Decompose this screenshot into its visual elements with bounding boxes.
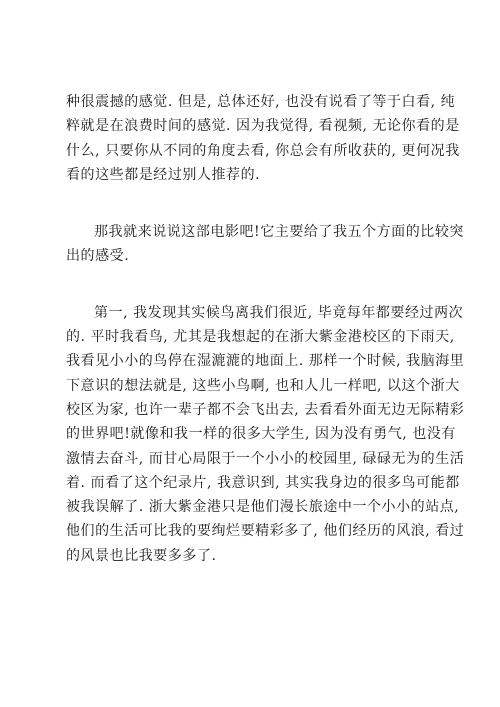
text-line: 种很震撼的感觉. 但是, 总体还好, 也没有说看了等于白看, 纯: [66, 94, 456, 110]
text-line: 粹就是在浪费时间的感觉. 因为我觉得, 看视频, 无论你看的是: [66, 118, 460, 135]
paragraph-spacer: [66, 269, 438, 301]
text-line: 被我误解了. 浙大紫金港只是他们漫长旅途中一个小小的站点,: [66, 499, 460, 516]
text-line: 的风景也比我要多多了.: [66, 547, 217, 564]
text-line: 校区为家, 也许一辈子都不会飞出去, 去看看外面无边无际精彩: [66, 401, 465, 418]
text-line: 我看见小小的鸟停在湿漉漉的地面上. 那样一个时候, 我脑海里: [66, 353, 465, 370]
text-line: 什么, 只要你从不同的角度去看, 你总会有所收获的, 更何况我: [66, 142, 460, 159]
text-line: 激情去奋斗, 而甘心局限于一个小小的校园里, 碌碌无为的生活: [66, 450, 465, 467]
text-line: 那我就来说说这部电影吧!它主要给了我五个方面的比较突: [94, 224, 464, 241]
text-line: 看的这些都是经过别人推荐的.: [66, 166, 261, 183]
document-page: [66, 90, 465, 568]
paragraph-spacer: [66, 187, 438, 220]
paragraph-2: [66, 220, 464, 269]
text-line: 第一, 我发现其实候鸟离我们很近, 毕竟每年都要经过两次: [94, 304, 464, 321]
text-line: 着. 而看了这个纪录片, 我意识到, 其实我身边的很多鸟可能都: [66, 474, 460, 491]
text-line: 的. 平时我看鸟, 尤其是我想起的在浙大紫金港校区的下雨天,: [66, 329, 455, 346]
text-line: 下意识的想法就是, 这些小鸟啊, 也和人儿一样吧, 以这个浙大: [66, 377, 460, 394]
text-line: 出的感受.: [66, 248, 130, 265]
paragraph-1: [66, 90, 460, 187]
paragraph-3: [66, 301, 465, 568]
text-line: 他们的生活可比我的要绚烂要精彩多了, 他们经历的风浪, 看过: [66, 523, 465, 540]
text-line: 的世界吧!就像和我一样的很多大学生, 因为没有勇气, 也没有: [66, 426, 456, 443]
